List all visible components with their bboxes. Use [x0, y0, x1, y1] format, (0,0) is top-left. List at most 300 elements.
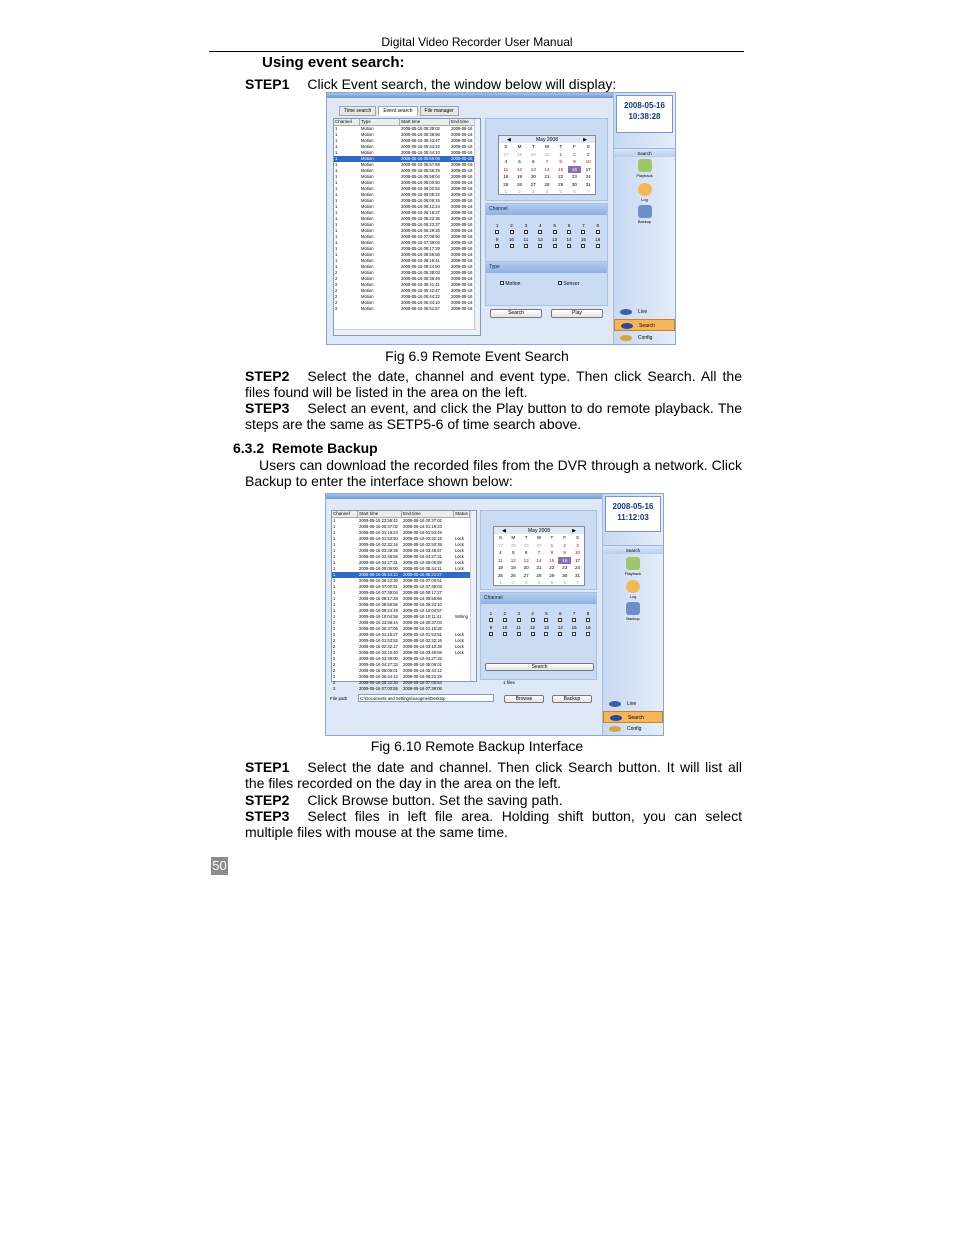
table-cell: 2 [335, 300, 338, 305]
table-cell: 2008-05-16 08:55:56 [403, 596, 442, 601]
channel-number: 6 [567, 223, 571, 228]
table-cell: Motion [361, 198, 374, 203]
channel-checkbox[interactable] [540, 631, 554, 638]
channel-checkbox[interactable] [533, 243, 547, 250]
table-cell: 1 [333, 614, 336, 619]
sidebar-backup-label[interactable]: Backup [626, 616, 640, 621]
calendar-day[interactable]: 12 [517, 166, 523, 172]
table-cell: Motion [361, 126, 374, 131]
type-sensor-checkbox[interactable] [558, 281, 579, 287]
step2-backup [245, 792, 742, 808]
table-cell: 2008-05-16 06:16:37 [401, 210, 440, 215]
channel-checkbox[interactable] [548, 229, 562, 236]
table-cell: 2008-05-16 01:19:23 [403, 524, 442, 529]
calendar-day[interactable]: 7 [576, 580, 579, 585]
calendar-day[interactable]: 29 [549, 572, 555, 578]
calendar-day[interactable]: 29 [523, 542, 529, 548]
log-icon[interactable] [638, 183, 652, 196]
table-cell: Motion [361, 222, 374, 227]
table-cell: 2 [333, 650, 336, 655]
calendar-day[interactable]: 5 [559, 189, 562, 194]
table-cell: 2008-05-16 05:51:57 [401, 306, 440, 311]
table-cell: 2008-05-16 08:17:29 [401, 246, 440, 251]
calendar-day[interactable]: 28 [510, 542, 516, 548]
table-cell: Lock [455, 566, 464, 571]
table-cell: 2008-05-16 06:00:50 [401, 180, 440, 185]
event-file-list[interactable] [333, 118, 481, 336]
calendar-day[interactable]: 29 [530, 151, 536, 157]
backup-icon[interactable] [638, 205, 652, 218]
calendar-day[interactable]: 23 [571, 174, 577, 179]
table-cell: 2 [335, 306, 338, 311]
list-header [334, 119, 480, 126]
table-cell: 2008-05-16 03:10:39 [403, 644, 442, 649]
table-cell: 2008-05-16 [451, 288, 473, 293]
table-cell: 2008-05-16 05:38:03 [401, 270, 440, 275]
table-cell: 2008-05-16 [451, 258, 473, 263]
channel-number: 8 [596, 223, 600, 228]
table-cell: 2008-05-16 05:06:00 [359, 566, 398, 571]
calendar-day[interactable]: 6 [524, 550, 528, 555]
tab-file-manager[interactable]: File manager [420, 106, 459, 116]
channel-checkbox[interactable] [576, 229, 590, 236]
sidebar-playback-label[interactable]: Playback [636, 173, 653, 178]
sidebar-backup-label[interactable]: Backup [637, 219, 652, 224]
table-cell: 2008-05-16 00:37:02 [359, 524, 398, 529]
table-cell: 2008-05-16 05:44:10 [401, 150, 440, 155]
calendar-day[interactable]: 24 [575, 565, 581, 570]
channel-checkbox[interactable] [576, 243, 590, 250]
page-number: 50 [212, 858, 227, 873]
calendar-day[interactable]: 26 [510, 572, 516, 578]
table-cell: 2 [335, 270, 338, 275]
channel-checkbox[interactable] [567, 617, 581, 624]
calendar-day[interactable]: 4 [499, 550, 502, 555]
search-button[interactable]: Search [485, 663, 594, 671]
table-cell: Motion [361, 216, 374, 221]
table-cell: 2008-05-16 06:22:30 [359, 578, 398, 583]
calendar-day[interactable]: 7 [545, 159, 549, 164]
table-cell: 1 [335, 144, 338, 149]
next-month-icon[interactable]: ▶ [583, 136, 587, 143]
channel-checkbox[interactable] [504, 229, 518, 236]
table-cell: 1 [335, 252, 338, 257]
nav-live-label: Live [638, 309, 648, 315]
table-cell: 2008-05-16 05:44:22 [401, 294, 440, 299]
calendar-day[interactable]: 12 [510, 557, 516, 563]
sidebar-playback-label[interactable]: Playback [624, 571, 642, 576]
table-cell: Motion [361, 156, 374, 161]
calendar-day[interactable]: 25 [497, 572, 503, 578]
table-cell: 2008-05-16 10:04:58 [359, 614, 398, 619]
type-motion-label: Motion [505, 281, 521, 287]
calendar-day[interactable]: 4 [537, 580, 541, 585]
weekday-label: T [550, 535, 554, 540]
calendar-day[interactable]: 3 [532, 189, 535, 194]
calendar-day[interactable]: 28 [517, 151, 523, 157]
prev-month-icon[interactable]: ◀ [507, 136, 511, 143]
channel-checkbox[interactable] [562, 243, 576, 250]
channel-checkbox[interactable] [533, 229, 547, 236]
calendar-day[interactable]: 17 [575, 557, 581, 563]
clock [616, 95, 673, 133]
calendar-day[interactable]: 15 [549, 557, 555, 563]
table-cell: 1 [333, 566, 336, 571]
channel-checkbox[interactable] [512, 617, 526, 624]
table-cell: 1 [333, 596, 336, 601]
step-text: Click Event search, the window below will display: [307, 76, 617, 92]
channel-checkbox[interactable] [504, 243, 518, 250]
calendar-day[interactable]: 27 [497, 542, 503, 548]
table-cell: 1 [335, 246, 338, 251]
channel-number: 10 [509, 237, 515, 242]
column-header[interactable]: Start time [358, 511, 402, 517]
calendar-day[interactable]: 28 [536, 572, 542, 578]
horizontal-scrollbar[interactable] [334, 329, 476, 335]
weekday-label: T [531, 144, 535, 149]
table-cell: 2008-05-16 00:37:05 [359, 626, 398, 631]
play-button[interactable]: Play [551, 309, 603, 318]
vertical-scrollbar[interactable] [474, 119, 480, 335]
calendar-day[interactable]: 8 [559, 159, 562, 164]
channel-checkbox[interactable] [484, 617, 498, 624]
nav-live[interactable] [603, 698, 663, 710]
nav-config-label: Config [638, 335, 653, 341]
calendar-day[interactable]: 20 [523, 565, 529, 570]
calendar-day[interactable]: 9 [563, 550, 566, 555]
channel-checkbox[interactable] [526, 617, 540, 624]
column-header[interactable]: Start time [400, 119, 450, 125]
running-header: Digital Video Recorder User Manual [381, 35, 573, 49]
channel-checkbox[interactable] [567, 631, 581, 638]
table-cell: Motion [361, 168, 374, 173]
step3-event [245, 400, 742, 432]
table-cell: 2008-05-16 [451, 132, 473, 137]
calendar-day[interactable]: 27 [530, 181, 536, 187]
playback-icon[interactable] [626, 557, 640, 570]
channel-number: 1 [495, 223, 499, 228]
table-cell: 1 [335, 210, 338, 215]
calendar-day[interactable]: 9 [573, 159, 576, 164]
table-cell: 2008-05-16 05:44:10 [401, 300, 440, 305]
calendar-day[interactable]: 14 [544, 166, 550, 172]
calendar-day[interactable]: 16 [558, 557, 571, 565]
channel-number: 4 [531, 611, 534, 616]
nav-search[interactable] [603, 711, 663, 723]
table-cell: 2008-05-16 05:44:22 [401, 144, 440, 149]
calendar-day[interactable]: 3 [586, 151, 590, 157]
table-cell: 1 [335, 216, 338, 221]
calendar-day[interactable]: 28 [544, 181, 550, 187]
clock-date: 2008-05-16 [624, 101, 665, 110]
nav-search[interactable] [614, 319, 675, 331]
table-cell: 2008-05-16 07:39:06 [403, 686, 442, 691]
channel-checkbox[interactable] [562, 229, 576, 236]
table-cell: 1 [335, 138, 338, 143]
backup-icon[interactable] [626, 602, 640, 615]
sidebar-log-label[interactable]: Log [641, 197, 648, 202]
table-cell: 1 [335, 198, 338, 203]
weekday-label: W [544, 144, 550, 149]
calendar-day[interactable]: 19 [510, 565, 516, 570]
type-motion-checkbox[interactable] [500, 281, 520, 287]
calendar-day[interactable]: 6 [532, 159, 535, 164]
table-cell: 2008-05-16 04:27:31 [359, 560, 398, 565]
calendar-day[interactable]: 13 [523, 557, 529, 563]
backup-file-list[interactable] [331, 510, 477, 691]
calendar-day[interactable]: 2 [518, 189, 521, 194]
calendar-day[interactable]: 23 [562, 565, 568, 570]
channel-number: 14 [566, 237, 572, 242]
calendar-day[interactable]: 6 [573, 189, 576, 194]
table-cell: 2008-05-16 05:38:56 [401, 132, 440, 137]
table-cell: 2008-05-16 [451, 210, 473, 215]
channel-checkbox[interactable] [553, 631, 567, 638]
table-row[interactable] [332, 686, 476, 692]
step-text: Select the date, channel and event type. Then click Search. All the files found will be listed in the area on the left. [245, 368, 742, 400]
gear-icon [620, 335, 632, 341]
nav-config[interactable] [603, 723, 663, 735]
calendar-day[interactable]: 19 [517, 174, 523, 179]
table-cell: 2008-05-16 07:00:51 [359, 584, 398, 589]
nav-live[interactable] [614, 306, 675, 318]
channel-checkbox[interactable] [490, 229, 504, 236]
table-cell: 2008-05-16 07:39:03 [403, 584, 442, 589]
calendar-day[interactable]: 1 [499, 580, 502, 585]
calendar-day[interactable]: 25 [503, 181, 509, 187]
calendar-month: May 2008 [536, 136, 558, 143]
channel-checkbox[interactable] [591, 243, 605, 250]
channel-checkbox[interactable] [548, 243, 562, 250]
table-cell: 1 [335, 222, 338, 227]
calendar-day[interactable]: 27 [503, 151, 509, 157]
nav-search-label: Search [628, 715, 644, 721]
step-label: STEP3 [245, 400, 290, 416]
calendar-day[interactable]: 2 [563, 542, 566, 548]
channel-number: 9 [489, 625, 493, 630]
table-cell: 2 [335, 276, 338, 281]
calendar-day[interactable]: 26 [517, 181, 523, 187]
calendar-day[interactable]: 10 [585, 159, 591, 164]
channel-number: 5 [545, 611, 548, 616]
calendar-day[interactable]: 31 [575, 572, 581, 578]
table-cell: Motion [361, 258, 374, 263]
table-cell: 2 [333, 626, 336, 631]
channel-number: 3 [517, 611, 520, 616]
table-cell: Motion [361, 186, 374, 191]
channel-number: 12 [537, 237, 543, 242]
table-cell: 2008-05-16 10:04:57 [403, 608, 442, 613]
calendar-day[interactable]: 1 [550, 542, 554, 548]
calendar-day[interactable]: 31 [585, 181, 591, 187]
calendar-day[interactable]: 30 [571, 181, 577, 187]
step-label: STEP2 [245, 792, 290, 808]
tab-time-search[interactable]: Time search [339, 106, 376, 116]
calendar-day[interactable]: 21 [544, 174, 550, 179]
calendar[interactable] [498, 135, 596, 195]
table-cell: 1 [335, 162, 338, 167]
next-month-icon[interactable]: ▶ [572, 527, 576, 534]
calendar-day[interactable]: 11 [498, 557, 503, 563]
calendar-day[interactable]: 1 [504, 189, 508, 194]
table-cell: 2008-05-16 05:06:01 [403, 662, 442, 667]
table-cell: 2008-05-16 02:32:16 [403, 536, 442, 541]
calendar-day[interactable]: 5 [511, 550, 515, 555]
clock [605, 496, 661, 532]
column-header[interactable]: End time [402, 511, 454, 517]
table-cell: 2008-05-16 06:09:15 [401, 198, 440, 203]
calendar-day[interactable]: 18 [503, 174, 509, 179]
calendar[interactable] [493, 526, 585, 586]
table-cell: 1 [333, 530, 336, 535]
channel-checkbox[interactable] [519, 243, 533, 250]
channel-checkbox[interactable] [526, 631, 540, 638]
prev-month-icon[interactable]: ◀ [502, 527, 506, 534]
table-cell: Motion [361, 210, 374, 215]
right-sidebar [602, 494, 663, 735]
table-cell: 1 [335, 132, 338, 137]
calendar-day[interactable]: 30 [544, 151, 550, 157]
table-cell: Motion [361, 282, 374, 287]
calendar-day[interactable]: 5 [518, 159, 521, 164]
table-cell: 1 [333, 524, 336, 529]
channel-checkbox[interactable] [512, 631, 526, 638]
column-header[interactable]: Channel [332, 511, 358, 517]
table-cell: Lock [455, 554, 464, 559]
calendar-day[interactable]: 7 [537, 550, 541, 555]
calendar-day[interactable]: 8 [550, 550, 554, 555]
calendar-day[interactable]: 30 [536, 542, 542, 548]
vertical-scrollbar[interactable] [470, 511, 476, 681]
search-icon [610, 715, 622, 721]
table-cell: 2008-05-16 10:11:41 [403, 614, 442, 619]
calendar-day[interactable]: 22 [549, 565, 555, 570]
calendar-day[interactable]: 29 [558, 181, 564, 187]
calendar-day[interactable]: 20 [530, 174, 536, 179]
calendar-day[interactable]: 24 [585, 174, 591, 179]
table-cell: 2008-05-16 06:22:35 [401, 216, 440, 221]
calendar-day[interactable]: 7 [586, 189, 590, 194]
table-cell: 2008-05-16 02:32:17 [359, 644, 398, 649]
channel-checkbox[interactable] [498, 631, 512, 638]
channel-checkbox[interactable] [581, 617, 595, 624]
calendar-day[interactable]: 3 [576, 542, 579, 548]
channel-number: 14 [557, 625, 563, 630]
calendar-day[interactable]: 3 [524, 580, 528, 585]
sidebar-log-label[interactable]: Log [629, 594, 637, 599]
channel-checkbox[interactable] [540, 617, 554, 624]
calendar-day[interactable]: 2 [573, 151, 576, 157]
table-row[interactable] [334, 306, 480, 312]
backup-intro: Users can download the recorded files from the DVR through a network. Click Backup to enter the interface shown below: [245, 457, 742, 489]
calendar-day[interactable]: 27 [523, 572, 529, 578]
calendar-day[interactable]: 21 [536, 565, 542, 570]
step-label: STEP1 [245, 759, 290, 775]
calendar-day[interactable]: 2 [511, 580, 515, 585]
table-cell: 1 [335, 258, 338, 263]
channel-checkbox[interactable] [498, 617, 512, 624]
channel-checkbox[interactable] [484, 631, 498, 638]
tab-event-search[interactable]: Event search [378, 106, 417, 116]
log-icon[interactable] [626, 580, 640, 593]
calendar-day[interactable]: 11 [503, 166, 509, 172]
table-cell: 2008-05-16 05:57:58 [401, 162, 440, 167]
calendar-day[interactable]: 18 [497, 565, 503, 570]
step-text: Select an event, and click the Play button to do remote playback. The steps are the same as SETP5-6 of time search above. [245, 400, 742, 432]
table-cell: 2008-05-16 [451, 246, 473, 251]
calendar-day[interactable]: 10 [575, 550, 581, 555]
column-header[interactable]: Channel [334, 119, 360, 125]
search-button[interactable]: Search [490, 309, 542, 318]
table-cell: 1 [333, 602, 336, 607]
table-cell: 2008-05-16 [451, 204, 473, 209]
table-cell: 2 [333, 680, 336, 685]
weekday-label: M [511, 535, 516, 540]
playback-icon[interactable] [638, 159, 652, 172]
calendar-day[interactable]: 16 [568, 166, 582, 174]
calendar-day[interactable]: 15 [558, 166, 564, 172]
table-cell: 2008-05-16 04:27:33 [403, 656, 442, 661]
table-cell: 1 [335, 264, 338, 269]
channel-checkbox[interactable] [490, 243, 504, 250]
calendar-day[interactable]: 4 [504, 159, 508, 164]
table-cell: 2008-05-16 01:53:50 [359, 536, 398, 541]
calendar-day[interactable]: 4 [545, 189, 549, 194]
calendar-day[interactable]: 6 [563, 580, 566, 585]
channel-checkbox[interactable] [519, 229, 533, 236]
eye-icon [609, 701, 621, 707]
table-cell: 2008-05-16 05:56:29 [401, 168, 440, 173]
calendar-day[interactable]: 1 [559, 151, 562, 157]
table-cell: 2008-05-16 05:06:01 [359, 668, 398, 673]
channel-checkbox[interactable] [581, 631, 595, 638]
channel-number: 15 [571, 625, 577, 630]
column-header[interactable]: End time [450, 119, 476, 125]
calendar-day[interactable]: 22 [558, 174, 564, 179]
filepath-input[interactable]: C:\Documents and Settings\xiaogmei\Desktop [358, 694, 494, 702]
calendar-day[interactable]: 5 [550, 580, 554, 585]
calendar-day[interactable]: 13 [530, 166, 536, 172]
table-cell: 2008-05-16 02:50:39 [403, 542, 442, 547]
table-cell: 2008-05-16 [451, 228, 473, 233]
section-heading: Using event search: [262, 54, 405, 71]
table-cell: 2008-05-16 07:39:04 [401, 240, 440, 245]
table-cell: 2008-05-16 07:00:55 [359, 686, 398, 691]
nav-config-label: Config [627, 726, 642, 732]
calendar-day[interactable]: 14 [536, 557, 542, 563]
channel-checkbox[interactable] [591, 229, 605, 236]
channel-checkbox[interactable] [553, 617, 567, 624]
table-cell: 2008-05-16 07:08:50 [401, 234, 440, 239]
table-cell: 1 [335, 126, 338, 131]
sidebar-search-title: Search [603, 545, 663, 554]
column-header[interactable]: Status [454, 511, 470, 517]
table-cell: 2008-05-16 [451, 282, 473, 287]
calendar-day[interactable]: 30 [562, 572, 568, 578]
browse-button[interactable]: Browse [504, 695, 544, 703]
table-cell: 2008-05-16 03:10:40 [359, 650, 398, 655]
table-cell: 2008-05-16 [451, 234, 473, 239]
table-cell: 1 [335, 186, 338, 191]
table-cell: 2008-05-16 05:43:47 [401, 138, 440, 143]
calendar-day[interactable]: 17 [585, 166, 591, 172]
table-cell: 2008-05-16 01:19:24 [359, 530, 398, 535]
nav-config[interactable] [614, 332, 675, 344]
channel-number: 13 [543, 625, 549, 630]
backup-button[interactable]: Backup [552, 695, 592, 703]
table-cell: 2 [333, 668, 336, 673]
column-header[interactable]: Type [360, 119, 400, 125]
